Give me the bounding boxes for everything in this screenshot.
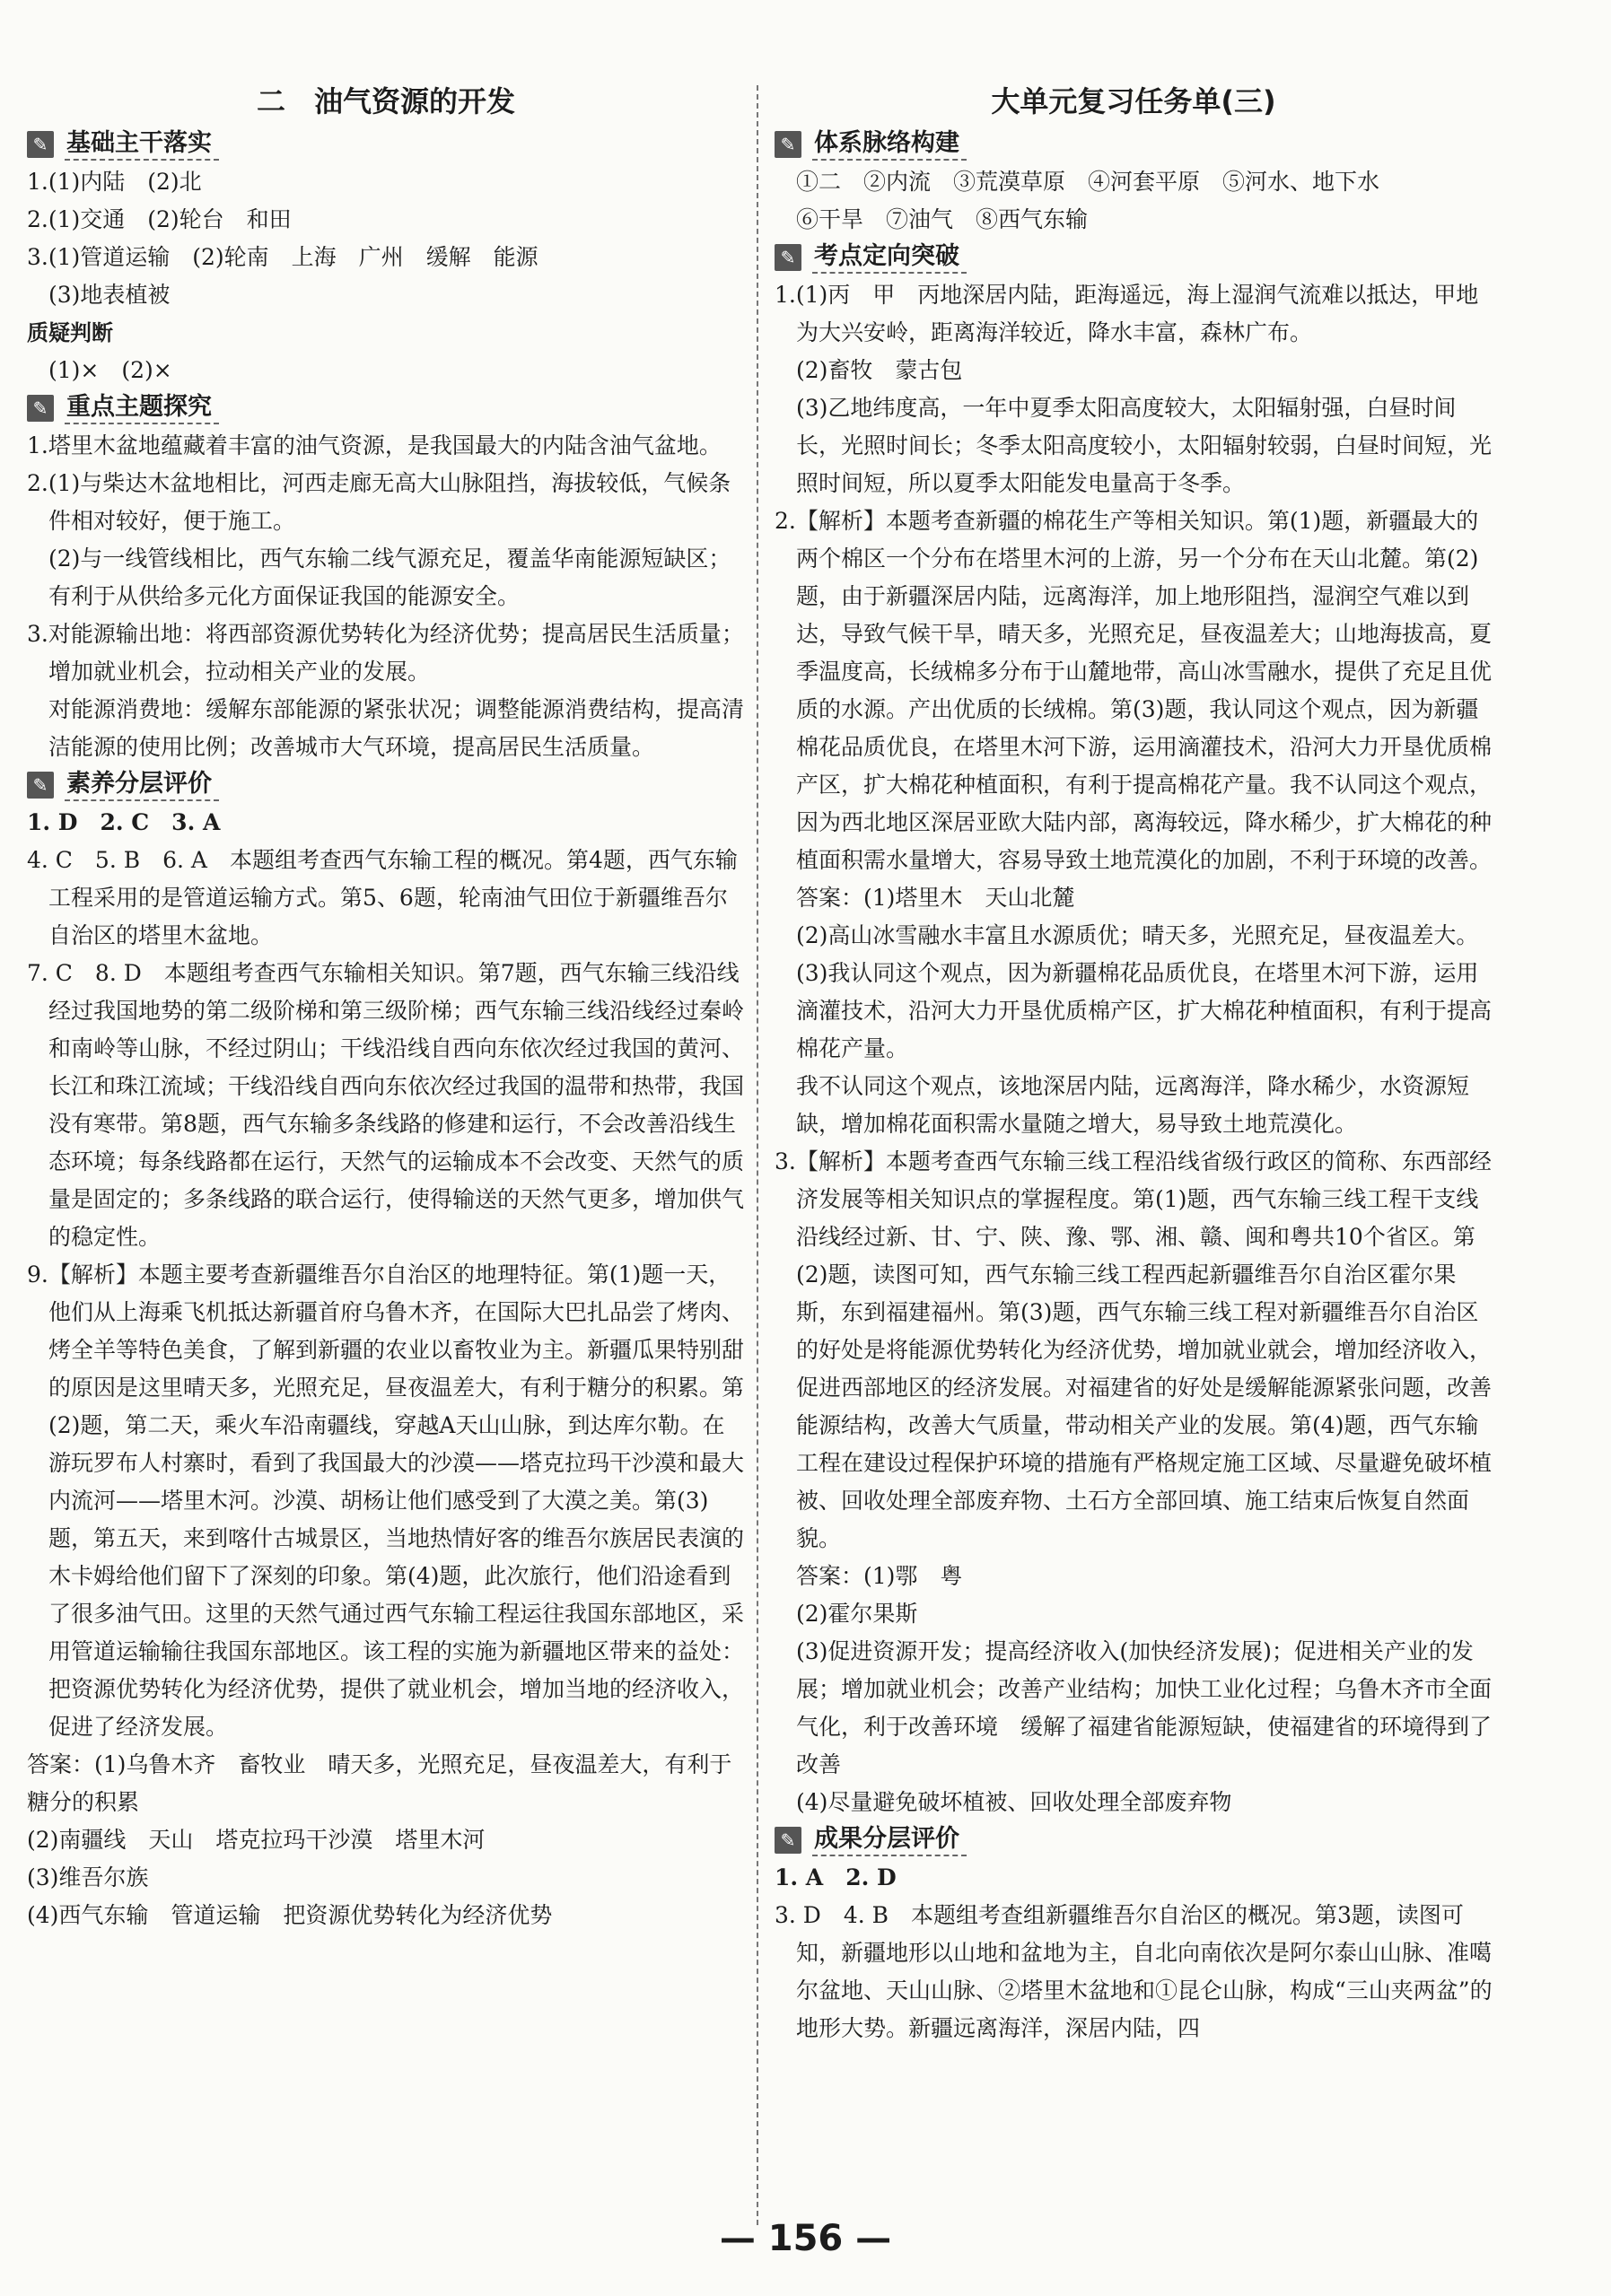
- section-label: 体系脉络构建: [812, 128, 967, 161]
- answer-line: 答案：(1)塔里木 天山北麓: [796, 885, 1075, 911]
- answer-paragraph: 3. D 4. B 本题组考查组新疆维吾尔自治区的概况。第3题，读图可知，新疆地形以山地和盆地为主，自北向南依次是阿尔泰山山脉、准噶尔盆地、天山山脉、②塔里木盆地和①昆仑山脉，构成“三山夹两盆”的地形大势。新疆远离海洋，深居内陆，四: [775, 1902, 1493, 2041]
- answer-line: 3.(1)管道运输 (2)轮南 上海 广州 缓解 能源: [27, 244, 538, 270]
- section-header: [27, 389, 745, 427]
- answer-line: (2)南疆线 天山 塔克拉玛干沙漠 塔里木河: [27, 1827, 486, 1853]
- section-label: 成果分层评价: [812, 1824, 967, 1856]
- answer-paragraph: 1.塔里木盆地蕴藏着丰富的油气资源，是我国最大的内陆含油气盆地。: [27, 432, 722, 458]
- page-number: — 156 —: [719, 2218, 892, 2259]
- section-header: [775, 239, 1493, 276]
- answer-line: (2)霍尔果斯: [796, 1601, 918, 1627]
- column-divider: [757, 85, 758, 2225]
- left-column: [27, 79, 745, 1934]
- left-title: 二 油气资源的开发: [256, 84, 515, 118]
- answer-paragraph: (2)高山冰雪融水丰富且水源质优；晴天多，光照充足，昼夜温差大。: [796, 922, 1479, 948]
- answer-line: ①二 ②内流 ③荒漠草原 ④河套平原 ⑤河水、地下水: [796, 169, 1380, 195]
- answer-line: (4)西气东输 管道运输 把资源优势转化为经济优势: [27, 1902, 553, 1928]
- answer-paragraph: 我不认同这个观点，该地深居内陆，远离海洋，降水稀少，水资源短缺，增加棉花面积需水量随之增大，易导致土地荒漠化。: [796, 1073, 1470, 1137]
- pencil-icon: ✎: [775, 1827, 801, 1854]
- answer-line: 2.(1)交通 (2)轮台 和田: [27, 206, 292, 232]
- answer-paragraph: (3)我认同这个观点，因为新疆棉花品质优良，在塔里木河下游，运用滴灌技术，沿河大力开垦优质棉产区，扩大棉花种植面积，有利于提高棉花产量。: [796, 960, 1493, 1061]
- answer-line: 1.(1)内陆 (2)北: [27, 169, 202, 195]
- answer-line: (4)尽量避免破坏植被、回收处理全部废弃物: [796, 1789, 1232, 1815]
- answer-paragraph: 7. C 8. D 本题组考查西气东输相关知识。第7题，西气东输三线沿线经过我国地势的第二级阶梯和第三级阶梯；西气东输三线沿线经过秦岭和南岭等山脉，不经过阴山；干线沿线自西向东依次经过我国的黄河、长江和珠江流域；干线沿线自西向东依次经过我国的温带和热带，我国没有寒带。第8题，西气东输多条线路的修建和运行，不会改善沿线生态环境；每条线路都在运行，天然气的运输成本不会改变、天然气的质量是固定的；多条线路的联合运行，使得输送的天然气更多，增加供气的稳定性。: [27, 960, 745, 1250]
- section-header: [775, 1821, 1493, 1859]
- answer-paragraph: 1.(1)丙 甲 丙地深居内陆，距海遥远，海上湿润气流难以抵达，甲地为大兴安岭，距离海洋较近，降水丰富，森林广布。: [775, 282, 1479, 345]
- right-title: 大单元复习任务单(三): [991, 84, 1276, 118]
- section-label: 重点主题探究: [65, 392, 219, 424]
- section-header: [775, 126, 1493, 163]
- section-header: [27, 766, 745, 804]
- answer-paragraph: 3.【解析】本题考查西气东输三线工程沿线省级行政区的简称、东西部经济发展等相关知识点的掌握程度。第(1)题，西气东输三线工程干支线沿线经过新、甘、宁、陕、豫、鄂、湘、赣、闽和粤共10个省区。第(2)题，读图可知，西气东输三线工程西起新疆维吾尔自治区霍尔果斯，东到福建福州。第(3)题，西气东输三线工程对新疆维吾尔自治区的好处是将能源优势转化为经济优势，增加就业就会，增加经济收入，促进西部地区的经济发展。对福建省的好处是缓解能源紧张问题，改善能源结构，改善大气质量，带动相关产业的发展。第(4)题，西气东输工程在建设过程保护环境的措施有严格规定施工区域、尽量避免破坏植被、回收处理全部废弃物、土石方全部回填、施工结束后恢复自然面貌。: [775, 1148, 1493, 1551]
- answer-line: 答案：(1)鄂 粤: [796, 1563, 963, 1589]
- answer-paragraph: (3)促进资源开发；提高经济收入(加快经济发展)；促进相关产业的发展；增加就业机会；改善产业结构；加快工业化过程；乌鲁木齐市全面气化，利于改善环境 缓解了福建省能源短缺，使福建省的环境得到了改善: [796, 1638, 1493, 1777]
- answer-line: (3)维吾尔族: [27, 1864, 149, 1890]
- answer-paragraph: (2)与一线管线相比，西气东输二线气源充足，覆盖华南能源短缺区；有利于从供给多元化方面保证我国的能源安全。: [48, 546, 731, 609]
- answer-line: 1. A 2. D: [775, 1864, 897, 1890]
- pencil-icon: ✎: [27, 772, 54, 799]
- section-label: 素养分层评价: [65, 769, 219, 801]
- answer-line: (2)畜牧 蒙古包: [796, 357, 963, 383]
- right-column: [775, 79, 1493, 2047]
- answer-paragraph: 答案：(1)乌鲁木齐 畜牧业 晴天多，光照充足，昼夜温差大，有利于糖分的积累: [27, 1751, 732, 1815]
- answer-line: (1)× (2)×: [48, 357, 172, 383]
- section-label: 基础主干落实: [65, 128, 219, 161]
- pencil-icon: ✎: [27, 131, 54, 158]
- section-label: 考点定向突破: [812, 241, 967, 274]
- subheading: 质疑判断: [27, 320, 113, 345]
- answer-line: ⑥干旱 ⑦油气 ⑧西气东输: [796, 206, 1089, 232]
- section-header: [27, 126, 745, 163]
- answer-paragraph: 4. C 5. B 6. A 本题组考查西气东输工程的概况。第4题，西气东输工程采用的是管道运输方式。第5、6题，轮南油气田位于新疆维吾尔自治区的塔里木盆地。: [27, 847, 738, 948]
- answer-paragraph: 2.【解析】本题考查新疆的棉花生产等相关知识。第(1)题，新疆最大的两个棉区一个分布在塔里木河的上游，另一个分布在天山北麓。第(2)题，由于新疆深居内陆，远离海洋，加上地形阻挡，湿润空气难以到达，导致气候干旱，晴天多，光照充足，昼夜温差大；山地海拔高，夏季温度高，长绒棉多分布于山麓地带，高山冰雪融水，提供了充足且优质的水源。产出优质的长绒棉。第(3)题，我认同这个观点，因为新疆棉花品质优良，在塔里木河下游，运用滴灌技术，沿河大力开垦优质棉产区，扩大棉花种植面积，有利于提高棉花产量。我不认同这个观点，因为西北地区深居亚欧大陆内部，离海较远，降水稀少，扩大棉花的种植面积需水量增大，容易导致土地荒漠化的加剧，不利于环境的改善。: [775, 508, 1493, 873]
- answer-paragraph: 2.(1)与柴达木盆地相比，河西走廊无高大山脉阻挡，海拔较低，气候条件相对较好，便于施工。: [27, 470, 731, 534]
- answer-paragraph: 9.【解析】本题主要考查新疆维吾尔自治区的地理特征。第(1)题一天，他们从上海乘飞机抵达新疆首府乌鲁木齐，在国际大巴扎品尝了烤肉、烤全羊等特色美食，了解到新疆的农业以畜牧业为主。新疆瓜果特别甜的原因是这里晴天多，光照充足，昼夜温差大，有利于糖分的积累。第(2)题，第二天，乘火车沿南疆线，穿越A天山山脉，到达库尔勒。在游玩罗布人村寨时，看到了我国最大的沙漠——塔克拉玛干沙漠和最大内流河——塔里木河。沙漠、胡杨让他们感受到了大漠之美。第(3)题，第五天，来到喀什古城景区，当地热情好客的维吾尔族居民表演的木卡姆给他们留下了深刻的印象。第(4)题，此次旅行，他们沿途看到了很多油气田。这里的天然气通过西气东输工程运往我国东部地区，采用管道运输输往我国东部地区。该工程的实施为新疆地区带来的益处：把资源优势转化为经济优势，提供了就业机会，增加当地的经济收入，促进了经济发展。: [27, 1261, 745, 1740]
- answer-line: 1. D 2. C 3. A: [27, 809, 221, 835]
- answer-line: (3)地表植被: [48, 282, 171, 308]
- answer-paragraph: (3)乙地纬度高，一年中夏季太阳高度较大，太阳辐射强，白昼时间长，光照时间长；冬季太阳高度较小，太阳辐射较弱，白昼时间短，光照时间短，所以夏季太阳能发电量高于冬季。: [796, 395, 1493, 496]
- pencil-icon: ✎: [27, 395, 54, 422]
- pencil-icon: ✎: [775, 244, 801, 271]
- answer-paragraph: 对能源消费地：缓解东部能源的紧张状况；调整能源消费结构，提高清洁能源的使用比例；改善城市大气环境，提高居民生活质量。: [48, 696, 745, 760]
- pencil-icon: ✎: [775, 131, 801, 158]
- answer-paragraph: 3.对能源输出地：将西部资源优势转化为经济优势；提高居民生活质量；增加就业机会，拉动相关产业的发展。: [27, 621, 744, 685]
